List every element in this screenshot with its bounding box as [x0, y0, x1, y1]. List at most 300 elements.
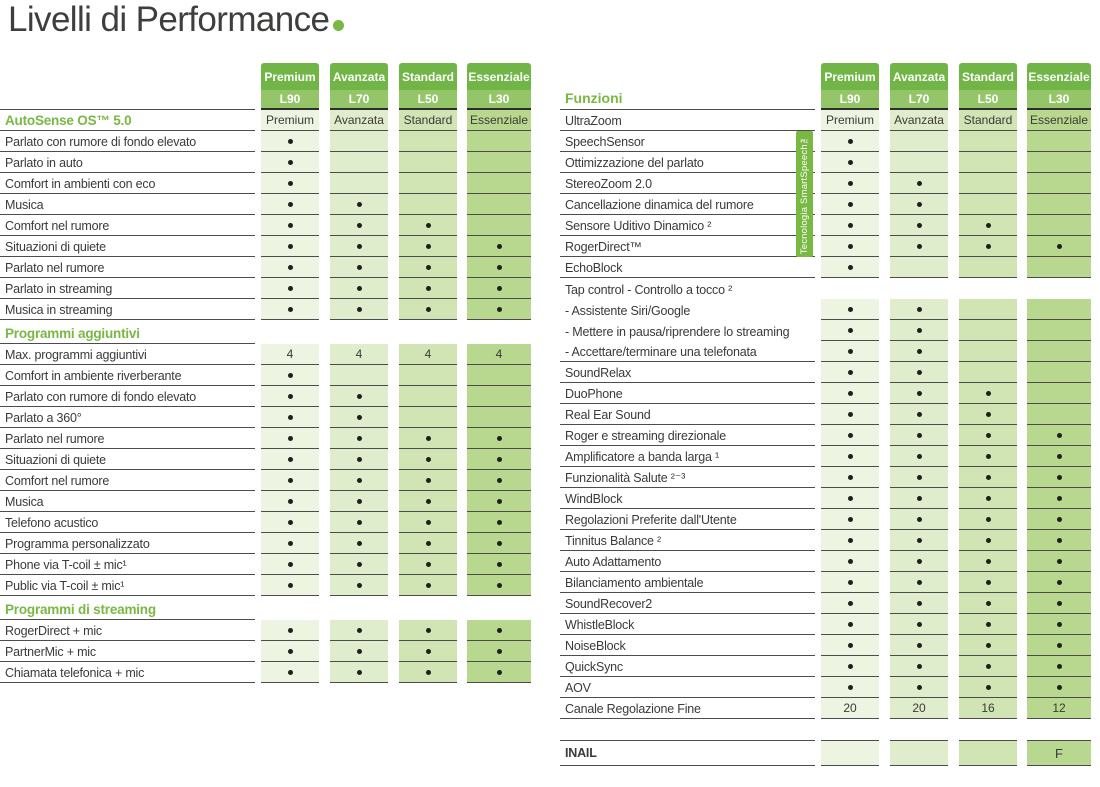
- feature-cell: [890, 404, 948, 425]
- feature-dot: [917, 454, 922, 459]
- feature-dot: [917, 496, 922, 501]
- feature-cell: 4: [399, 344, 457, 365]
- column-header: [330, 63, 388, 110]
- feature-cell: [467, 662, 531, 683]
- feature-cell: [821, 551, 879, 572]
- feature-dot: [986, 517, 991, 522]
- feature-cell: [959, 131, 1017, 152]
- feature-cell: [821, 257, 879, 278]
- feature-dot: [288, 373, 293, 378]
- row-label: AutoSense OS™ 5.0: [0, 110, 255, 131]
- feature-cell: [261, 236, 319, 257]
- row-label: - Mettere in pausa/riprendere lo streaming: [565, 324, 790, 339]
- feature-dot: [288, 265, 293, 270]
- column-header: [890, 63, 948, 110]
- feature-cell: [959, 299, 1017, 320]
- feature-cell: [890, 446, 948, 467]
- feature-cell: [959, 656, 1017, 677]
- feature-dot: [986, 580, 991, 585]
- table-row: [0, 554, 531, 575]
- feature-dot: [426, 223, 431, 228]
- feature-cell: [467, 299, 531, 320]
- feature-cell: Premium: [261, 110, 319, 131]
- feature-cell: [467, 131, 531, 152]
- feature-dot: [357, 244, 362, 249]
- feature-dot: [848, 496, 853, 501]
- table-row: [560, 488, 1091, 509]
- row-label: RogerDirect™: [560, 236, 815, 257]
- feature-cell: [821, 341, 879, 362]
- feature-cell: [330, 386, 388, 407]
- feature-dot: [917, 517, 922, 522]
- table-row: [0, 299, 531, 320]
- feature-dot: [848, 664, 853, 669]
- feature-dot: [986, 412, 991, 417]
- row-label: - Accettare/terminare una telefonata: [560, 341, 815, 362]
- table-row: [560, 635, 1091, 656]
- feature-cell: [399, 491, 457, 512]
- feature-cell: [959, 341, 1017, 362]
- feature-cell: [399, 428, 457, 449]
- feature-cell: [959, 320, 1017, 341]
- feature-cell: [1027, 215, 1091, 236]
- feature-cell: [330, 575, 388, 596]
- row-label: Programmi di streaming: [0, 596, 255, 620]
- feature-cell: [261, 215, 319, 236]
- feature-dot: [288, 286, 293, 291]
- feature-cell: [261, 278, 319, 299]
- column-name: Avanzata: [330, 63, 388, 90]
- feature-dot: [986, 538, 991, 543]
- feature-dot: [426, 583, 431, 588]
- feature-dot: [357, 562, 362, 567]
- row-label: SpeechSensor: [560, 131, 815, 152]
- table-row: [560, 362, 1091, 383]
- row-label: Amplificatore a banda larga ¹: [560, 446, 815, 467]
- feature-dot: [288, 499, 293, 504]
- feature-dot: [848, 643, 853, 648]
- feature-cell: Essenziale: [1027, 110, 1091, 131]
- feature-cell: 20: [821, 698, 879, 719]
- row-label: Parlato nel rumore: [0, 428, 255, 449]
- feature-cell: [890, 677, 948, 698]
- feature-cell: [467, 449, 531, 470]
- feature-cell: [1027, 152, 1091, 173]
- feature-dot: [848, 160, 853, 165]
- feature-cell: [261, 299, 319, 320]
- feature-dot: [288, 394, 293, 399]
- table-row: [560, 656, 1091, 677]
- feature-dot: [497, 628, 502, 633]
- feature-dot: [497, 541, 502, 546]
- feature-cell: [890, 299, 948, 320]
- feature-dot: [288, 649, 293, 654]
- row-label: Cancellazione dinamica del rumore: [560, 194, 815, 215]
- feature-dot: [917, 244, 922, 249]
- feature-dot: [986, 664, 991, 669]
- feature-dot: [357, 478, 362, 483]
- feature-dot: [848, 601, 853, 606]
- feature-dot: [917, 202, 922, 207]
- row-label: Chiamata telefonica + mic: [0, 662, 255, 683]
- feature-dot: [288, 436, 293, 441]
- feature-cell: 12: [1027, 698, 1091, 719]
- table-row: [0, 131, 531, 152]
- feature-cell: [467, 194, 531, 215]
- row-label: EchoBlock: [560, 257, 815, 278]
- row-label: Parlato a 360°: [0, 407, 255, 428]
- feature-cell: [399, 236, 457, 257]
- feature-cell: [399, 575, 457, 596]
- feature-dot: [917, 433, 922, 438]
- feature-dot: [426, 562, 431, 567]
- feature-dot: [288, 478, 293, 483]
- feature-cell: [399, 554, 457, 575]
- feature-dot: [288, 562, 293, 567]
- feature-cell: [467, 554, 531, 575]
- feature-dot: [1057, 601, 1062, 606]
- feature-dot: [848, 349, 853, 354]
- table-row: [560, 425, 1091, 446]
- feature-cell: [890, 131, 948, 152]
- feature-cell: [959, 173, 1017, 194]
- feature-cell: [890, 509, 948, 530]
- feature-dot: [426, 499, 431, 504]
- feature-dot: [986, 223, 991, 228]
- row-label: Situazioni di quiete: [0, 236, 255, 257]
- feature-cell: [821, 635, 879, 656]
- feature-cell: [399, 257, 457, 278]
- feature-cell: Premium: [821, 110, 879, 131]
- feature-cell: [467, 533, 531, 554]
- row-label: DuoPhone: [560, 383, 815, 404]
- feature-dot: [497, 286, 502, 291]
- table-row: [560, 446, 1091, 467]
- feature-dot: [497, 457, 502, 462]
- feature-cell: [890, 488, 948, 509]
- row-label: WindBlock: [560, 488, 815, 509]
- section-row: [0, 320, 531, 344]
- table-row: [560, 383, 1091, 404]
- feature-dot: [357, 628, 362, 633]
- feature-cell: [467, 428, 531, 449]
- feature-cell: [261, 194, 319, 215]
- feature-cell: [821, 425, 879, 446]
- section-title: Funzioni: [565, 90, 623, 106]
- feature-dot: [497, 649, 502, 654]
- row-label: Parlato con rumore di fondo elevato: [0, 131, 255, 152]
- feature-cell: [890, 215, 948, 236]
- row-label: PartnerMic + mic: [0, 641, 255, 662]
- feature-cell: [890, 341, 948, 362]
- table-row: [0, 386, 531, 407]
- column-header: [261, 63, 319, 110]
- feature-cell: [959, 257, 1017, 278]
- feature-cell: [959, 572, 1017, 593]
- row-label: Comfort in ambienti con eco: [0, 173, 255, 194]
- row-label: SoundRecover2: [560, 593, 815, 614]
- feature-dot: [917, 643, 922, 648]
- feature-cell: [959, 425, 1017, 446]
- feature-cell: [467, 236, 531, 257]
- feature-cell: [821, 446, 879, 467]
- table-row: [560, 341, 1091, 362]
- table-row: [560, 530, 1091, 551]
- feature-cell: [261, 365, 319, 386]
- feature-dot: [986, 685, 991, 690]
- feature-cell: [261, 620, 319, 641]
- column-headers: [0, 63, 531, 110]
- feature-cell: [467, 620, 531, 641]
- feature-dot: [848, 139, 853, 144]
- feature-cell: [1027, 614, 1091, 635]
- feature-cell: [890, 593, 948, 614]
- feature-dot: [288, 457, 293, 462]
- feature-cell: [467, 407, 531, 428]
- feature-dot: [917, 475, 922, 480]
- feature-cell: [330, 365, 388, 386]
- feature-cell: [467, 641, 531, 662]
- feature-cell: [330, 491, 388, 512]
- feature-dot: [1057, 475, 1062, 480]
- row-label: Musica: [0, 194, 255, 215]
- feature-dot: [357, 541, 362, 546]
- row-label: Comfort nel rumore: [0, 470, 255, 491]
- feature-dot: [497, 478, 502, 483]
- feature-cell: [890, 320, 948, 341]
- feature-cell: [330, 554, 388, 575]
- feature-dot: [288, 541, 293, 546]
- table-row: [0, 575, 531, 596]
- feature-cell: [399, 470, 457, 491]
- column-headers: [560, 63, 1091, 110]
- feature-cell: [399, 512, 457, 533]
- column-code: L90: [261, 90, 319, 108]
- feature-dot: [917, 622, 922, 627]
- feature-dot: [848, 265, 853, 270]
- column-name: Premium: [821, 63, 879, 90]
- feature-cell: Avanzata: [890, 110, 948, 131]
- table-row: [0, 215, 531, 236]
- column-header: [1027, 63, 1091, 110]
- feature-dot: [986, 601, 991, 606]
- feature-dot: [848, 433, 853, 438]
- feature-cell: 4: [261, 344, 319, 365]
- feature-cell: Standard: [959, 110, 1017, 131]
- feature-dot: [1057, 622, 1062, 627]
- feature-cell: 20: [890, 698, 948, 719]
- feature-dot: [986, 244, 991, 249]
- feature-cell: [399, 131, 457, 152]
- feature-cell: [959, 551, 1017, 572]
- feature-cell: [890, 236, 948, 257]
- feature-dot: [848, 517, 853, 522]
- feature-cell: [959, 404, 1017, 425]
- feature-cell: [330, 470, 388, 491]
- feature-cell: [959, 740, 1017, 766]
- table-row: [560, 173, 1091, 194]
- feature-cell: [467, 386, 531, 407]
- feature-dot: [1057, 559, 1062, 564]
- feature-dot: [288, 583, 293, 588]
- feature-cell: [1027, 509, 1091, 530]
- title-dot-icon: [333, 20, 344, 31]
- row-label: Roger e streaming direzionale: [560, 425, 815, 446]
- feature-dot: [1057, 538, 1062, 543]
- feature-cell: [261, 407, 319, 428]
- feature-cell: [1027, 173, 1091, 194]
- feature-dot: [288, 202, 293, 207]
- feature-dot: [917, 559, 922, 564]
- row-label: Musica: [0, 491, 255, 512]
- feature-dot: [848, 223, 853, 228]
- feature-dot: [357, 583, 362, 588]
- feature-cell: [261, 641, 319, 662]
- feature-cell: [399, 533, 457, 554]
- feature-cell: [890, 656, 948, 677]
- feature-dot: [1057, 685, 1062, 690]
- feature-dot: [1057, 433, 1062, 438]
- feature-cell: [261, 491, 319, 512]
- feature-dot: [497, 307, 502, 312]
- feature-dot: [1057, 244, 1062, 249]
- table-row: [560, 572, 1091, 593]
- feature-dot: [1057, 643, 1062, 648]
- feature-dot: [357, 499, 362, 504]
- feature-cell: [399, 407, 457, 428]
- feature-dot: [986, 622, 991, 627]
- feature-cell: [330, 428, 388, 449]
- feature-dot: [426, 265, 431, 270]
- feature-cell: [467, 257, 531, 278]
- feature-cell: [890, 614, 948, 635]
- feature-dot: [288, 181, 293, 186]
- feature-cell: [330, 173, 388, 194]
- table-row: [560, 152, 1091, 173]
- feature-cell: [890, 362, 948, 383]
- row-label: Ottimizzazione del parlato: [560, 152, 815, 173]
- feature-cell: [959, 593, 1017, 614]
- feature-cell: [959, 236, 1017, 257]
- row-label: Parlato in auto: [0, 152, 255, 173]
- feature-cell: [399, 365, 457, 386]
- table-row: [560, 194, 1091, 215]
- smartspeech-text: Tecnologia SmartSpeech™: [799, 133, 810, 255]
- feature-dot: [848, 307, 853, 312]
- feature-cell: [1027, 320, 1091, 341]
- feature-cell: [890, 194, 948, 215]
- row-label: Situazioni di quiete: [0, 449, 255, 470]
- table-row: [560, 320, 1091, 341]
- feature-cell: [821, 215, 879, 236]
- feature-cell: [330, 512, 388, 533]
- feature-dot: [986, 643, 991, 648]
- feature-dot: [848, 328, 853, 333]
- feature-cell: [1027, 299, 1091, 320]
- feature-dot: [357, 670, 362, 675]
- feature-cell: [890, 551, 948, 572]
- feature-dot: [917, 601, 922, 606]
- row-label: Comfort in ambiente riverberante: [0, 365, 255, 386]
- table-row: [560, 677, 1091, 698]
- feature-cell: [1027, 131, 1091, 152]
- feature-dot: [426, 286, 431, 291]
- feature-dot: [848, 580, 853, 585]
- row-label: Programmi aggiuntivi: [0, 320, 255, 344]
- column-name: Avanzata: [890, 63, 948, 90]
- feature-cell: [890, 383, 948, 404]
- performance-levels-table: [0, 63, 531, 683]
- feature-cell: [890, 173, 948, 194]
- feature-cell: [467, 152, 531, 173]
- feature-cell: [467, 512, 531, 533]
- feature-dot: [1057, 664, 1062, 669]
- feature-dot: [848, 685, 853, 690]
- feature-dot: [848, 244, 853, 249]
- feature-cell: [890, 425, 948, 446]
- feature-cell: [1027, 362, 1091, 383]
- feature-cell: [821, 656, 879, 677]
- feature-cell: [261, 449, 319, 470]
- feature-cell: Essenziale: [467, 110, 531, 131]
- feature-dot: [357, 415, 362, 420]
- feature-cell: [1027, 446, 1091, 467]
- feature-cell: [467, 173, 531, 194]
- feature-cell: [467, 215, 531, 236]
- feature-cell: [1027, 677, 1091, 698]
- table-row: [560, 614, 1091, 635]
- table-row: [0, 407, 531, 428]
- table-row: [560, 593, 1091, 614]
- feature-cell: [821, 593, 879, 614]
- feature-cell: [1027, 425, 1091, 446]
- row-label: Bilanciamento ambientale: [560, 572, 815, 593]
- feature-dot: [288, 307, 293, 312]
- column-code: L50: [959, 90, 1017, 108]
- row-label: Public via T-coil ± mic¹: [0, 575, 255, 596]
- feature-dot: [426, 628, 431, 633]
- feature-cell: [1027, 404, 1091, 425]
- feature-cell: [261, 554, 319, 575]
- feature-dot: [288, 520, 293, 525]
- feature-cell: [399, 173, 457, 194]
- table-row: [0, 365, 531, 386]
- feature-dot: [848, 475, 853, 480]
- table-row: [0, 257, 531, 278]
- feature-dot: [426, 244, 431, 249]
- feature-cell: [821, 299, 879, 320]
- row-label: Programma personalizzato: [0, 533, 255, 554]
- feature-cell: [261, 257, 319, 278]
- inail-row: [560, 740, 1091, 766]
- feature-cell: [330, 641, 388, 662]
- feature-dot: [917, 538, 922, 543]
- table-corner: [0, 63, 255, 110]
- feature-dot: [848, 391, 853, 396]
- column-code: L50: [399, 90, 457, 108]
- feature-dot: [357, 394, 362, 399]
- feature-dot: [288, 628, 293, 633]
- table-row: [0, 344, 531, 365]
- feature-cell: [1027, 635, 1091, 656]
- feature-dot: [917, 391, 922, 396]
- feature-cell: [261, 470, 319, 491]
- feature-cell: [261, 575, 319, 596]
- row-label: QuickSync: [560, 656, 815, 677]
- feature-cell: [1027, 488, 1091, 509]
- feature-dot: [357, 265, 362, 270]
- feature-dot: [848, 559, 853, 564]
